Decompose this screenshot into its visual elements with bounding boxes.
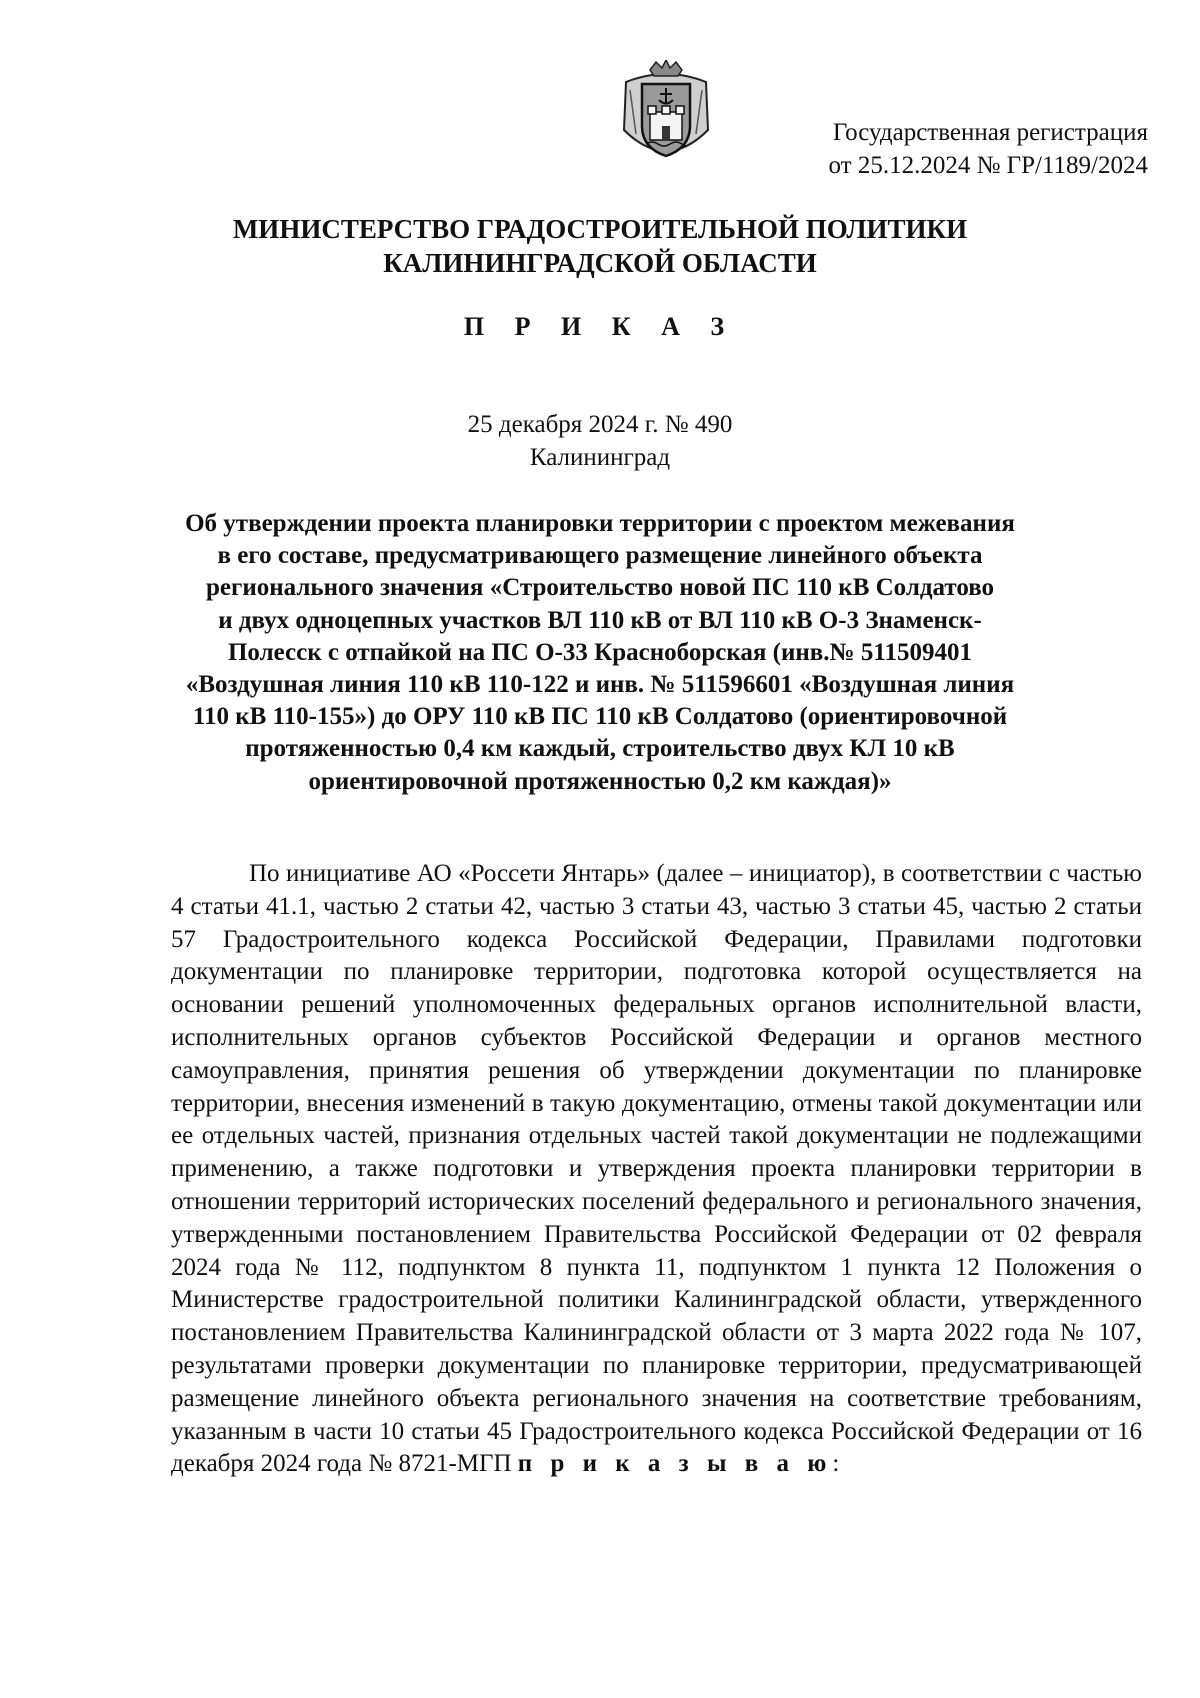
subject-line: и двух одноцепных участков ВЛ 110 кВ от ВЛ 110 кВ О-3 Знаменск-: [218, 606, 982, 634]
date-number-block: [0, 408, 1200, 474]
registration-block: [728, 116, 1148, 182]
ordering-word: п р и к а з ы в а ю: [517, 1450, 833, 1478]
coat-of-arms-icon: [616, 60, 716, 172]
subject-line: Полесск с отпайкой на ПС О-33 Красноборская (инв.№ 511509401: [227, 638, 973, 666]
subject-line: протяженностью 0,4 км каждый, строительство двух КЛ 10 кВ: [245, 735, 955, 763]
order-city: Калининград: [529, 444, 671, 471]
order-preamble: [171, 858, 1142, 1481]
preamble-ending: :: [832, 1450, 840, 1478]
registration-label: Государственная регистрация: [832, 119, 1148, 146]
subject-line: регионального значения «Строительство новой ПС 110 кВ Солдатово: [205, 574, 995, 602]
subject-line: в его составе, предусматривающего размещение линейного объекта: [217, 542, 983, 570]
subject-line: 110 кВ 110-155») до ОРУ 110 кВ ПС 110 кВ Солдатово (ориентировочной: [192, 703, 1008, 731]
ministry-name-line-2: КАЛИНИНГРАДСКОЙ ОБЛАСТИ: [383, 248, 817, 278]
order-date-number: 25 декабря 2024 г. № 490: [467, 411, 733, 438]
preamble-text: По инициативе АО «Россети Янтарь» (далее – инициатор), в соответствии с частью 4 статьи 41.1, частью 2 статьи 42, частью 3 статьи 43, частью 3 статьи 45, частью 2 статьи 57 Градостроительного кодекса Российской Федерации, Правилами подготовки документации по планировке территории, подготовка которой осуществляется на основании решений уполномоченных федеральных органов исполнительной власти, исполнительных органов субъектов Российской Федерации и органов местного самоуправления, принятия решения об утверждении документации по планировке территории, внесения изменений в такую документацию, отмены такой документации или ее отдельных частей, признания отдельных частей такой документации не подлежащими применению, а также подготовки и утверждения проекта планировки территории в отношении территорий исторических поселений федерального и регионального значения, утвержденными постановлением Правительства Российской Федерации от 02 февраля 2024 года № 112, подпунктом 8 пункта 11, подпунктом 1 пункта 12 Положения о Министерстве градостроительной политики Калининградской области, утвержденного постановлением Правительства Калининградской области от 3 марта 2022 года № 107, результатами проверки документации по планировке территории, предусматривающей размещение линейного объекта регионального значения на соответствие требованиям, указанным в части 10 статьи 45 Градостроительного кодекса Российской Федерации от 16 декабря 2024 года № 8721-МГП: [171, 860, 1142, 1478]
ministry-name: [0, 212, 1200, 280]
ministry-name-line-1: МИНИСТЕРСТВО ГРАДОСТРОИТЕЛЬНОЙ ПОЛИТИКИ: [232, 214, 968, 244]
order-subject: [150, 508, 1050, 798]
subject-line: «Воздушная линия 110 кВ 110-122 и инв. № 511596601 «Воздушная линия: [185, 671, 1015, 699]
registration-number: от 25.12.2024 № ГР/1189/2024: [828, 152, 1148, 179]
subject-line: ориентировочной протяженностью 0,2 км каждая)»: [308, 767, 892, 795]
subject-line: Об утверждении проекта планировки территории с проектом межевания: [185, 510, 1015, 537]
document-type: П Р И К А З: [463, 312, 737, 341]
